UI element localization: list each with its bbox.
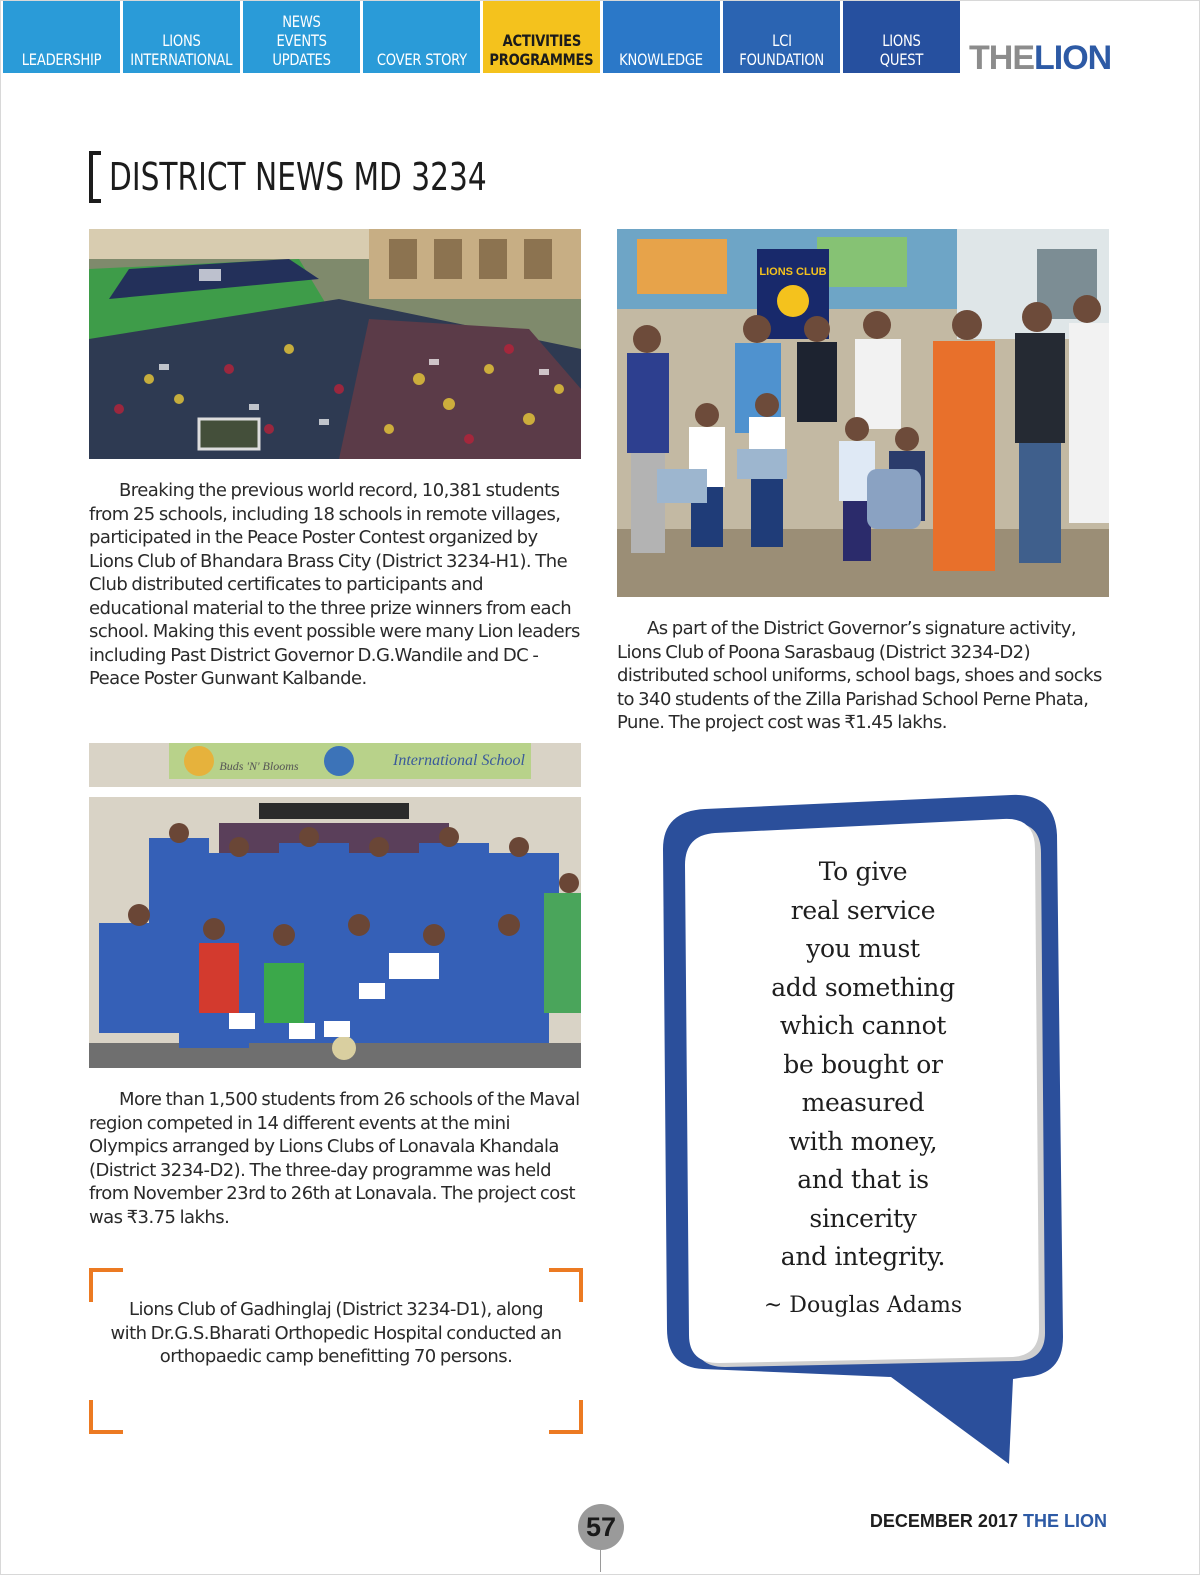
section-title: DISTRICT NEWS MD 3234: [109, 155, 487, 199]
heading-bracket: [89, 151, 101, 203]
footer-issue: [870, 1511, 1107, 1532]
tab-activities-programmes[interactable]: [483, 1, 600, 73]
section-heading: [89, 151, 593, 203]
tab-label-line: EVENTS: [276, 31, 327, 50]
page-number-line: [600, 1550, 601, 1572]
corner-bracket-top-right: [549, 1268, 583, 1302]
tab-label-line: LEADERSHIP: [21, 50, 102, 69]
tab-knowledge[interactable]: [603, 1, 720, 73]
tab-leadership[interactable]: [3, 1, 120, 73]
tab-label-line: LIONS: [882, 31, 921, 50]
tab-label-line: INTERNATIONAL: [130, 50, 233, 69]
tab-label-line: LIONS: [162, 31, 201, 50]
magazine-brand: [969, 39, 1111, 78]
quote-author: ~ Douglas Adams: [763, 1293, 963, 1318]
tab-label-line: ACTIVITIES: [502, 31, 581, 50]
tab-label-line: UPDATES: [272, 50, 331, 69]
article-orthopaedic-camp-box: [89, 1268, 583, 1434]
article-peace-poster: [89, 479, 583, 691]
tab-cover-story[interactable]: [363, 1, 480, 73]
tab-label-line: KNOWLEDGE: [619, 50, 704, 69]
footer-date: DECEMBER 2017: [869, 1511, 1018, 1531]
corner-bracket-bottom-left: [89, 1400, 123, 1434]
section-nav: [1, 1, 967, 73]
photo-mini-olympics: [89, 743, 581, 1068]
brand-the: THE: [969, 39, 1034, 77]
article-uniform-distribution: [617, 617, 1113, 735]
tab-label-line: NEWS: [282, 12, 321, 31]
tab-news-events-updates[interactable]: [243, 1, 360, 73]
tab-label-line: QUEST: [879, 50, 924, 69]
photo-banner-school-right: International School: [393, 752, 525, 769]
footer-magazine: THE LION: [1023, 1511, 1107, 1531]
tab-label-line: COVER STORY: [376, 50, 467, 69]
tab-label-line: FOUNDATION: [739, 50, 824, 69]
photo-banner-lions-club: LIONS CLUB: [759, 266, 827, 278]
quote-bubble: [663, 789, 1069, 1464]
tab-label-line: PROGRAMMES: [489, 50, 594, 69]
photo-banner-school-left: Buds 'N' Blooms: [219, 759, 299, 773]
quote-text: To give real service you must add something which cannot be bought or measured with money, and that is sincerity and integrity.: [771, 857, 955, 1271]
article-mini-olympics-text: More than 1,500 students from 26 schools of the Maval region competed in 14 different events at the mini Olympics arranged by Lions Clubs of Lonavala Khandala (District 3234-D2). The three-day programme was held from November 23rd to 26th at Lonavala. The project cost was ₹3.75 lakhs.: [89, 1089, 580, 1228]
page-number: 57: [578, 1504, 624, 1550]
corner-bracket-bottom-right: [549, 1400, 583, 1434]
tab-lci-foundation[interactable]: [723, 1, 840, 73]
tab-label-line: LCI: [771, 31, 792, 50]
brand-lion: LION: [1034, 39, 1112, 77]
photo-uniform-distribution: [617, 229, 1109, 597]
corner-bracket-top-left: [89, 1268, 123, 1302]
tab-lions-quest[interactable]: [843, 1, 960, 73]
tab-lions-international[interactable]: [123, 1, 240, 73]
article-mini-olympics: [89, 1088, 583, 1229]
article-peace-poster-text: Breaking the previous world record, 10,381 students from 25 schools, including 18 schools in remote villages, participated in the Peace Poster Contest organized by Lions Club of Bhandara Brass City (District 3234-H1). The Club distributed certificates to participants and educational material to the three prize winners from each school. Making this event possible were many Lion leaders including Past District Governor D.G.Wandile and DC - Peace Poster Gunwant Kalbande.: [89, 480, 580, 689]
article-uniform-distribution-text: As part of the District Governor’s signature activity, Lions Club of Poona Sarasbaug (District 3234-D2) distributed school uniforms, school bags, shoes and socks to 340 students of the Zilla Parishad School Perne Phata, Pune. The project cost was ₹1.45 lakhs.: [617, 618, 1102, 733]
article-orthopaedic-camp-text: Lions Club of Gadhinglaj (District 3234-D1), along with Dr.G.S.Bharati Orthopedic Hospital conducted an orthopaedic camp benefitting 70 persons.: [110, 1299, 562, 1367]
photo-peace-poster-contest: [89, 229, 581, 459]
